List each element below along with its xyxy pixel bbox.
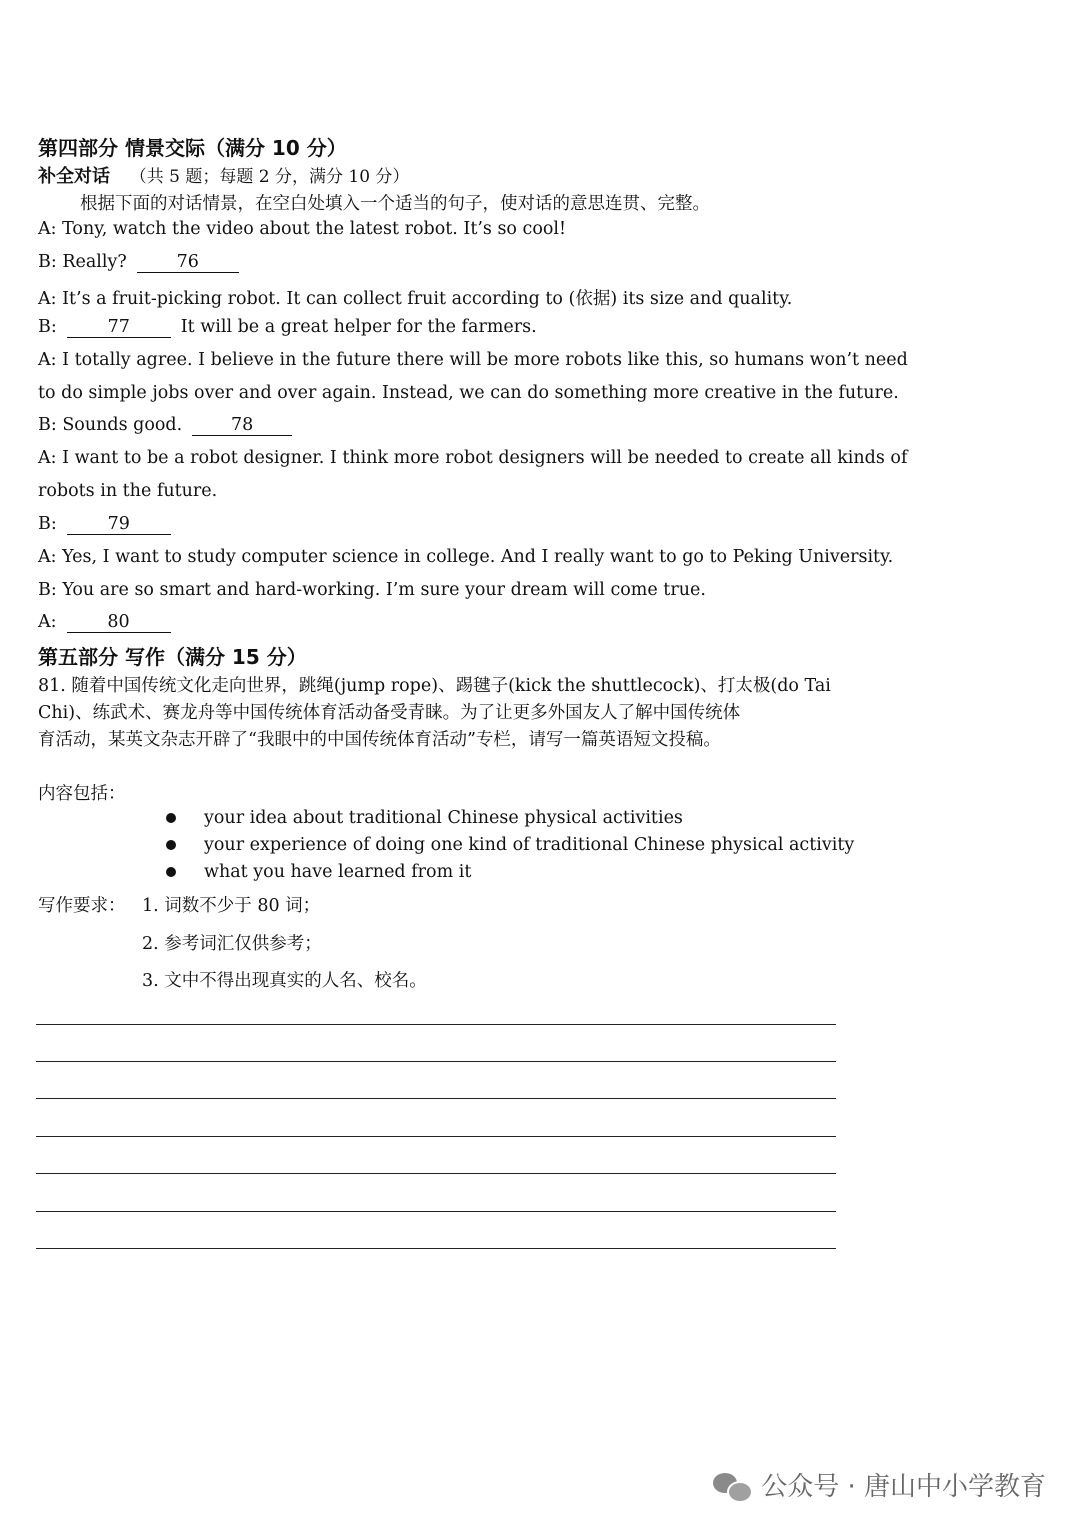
requirement-item: 3. 文中不得出现真实的人名、校名。 <box>142 971 427 991</box>
dialogue-line: A: Tony, watch the video about the latest robot. It’s so cool! <box>38 219 567 239</box>
answer-blank-80[interactable]: 80 <box>67 612 171 633</box>
content-point: your experience of doing one kind of traditional Chinese physical activity <box>204 835 855 855</box>
dialogue-line: A: Yes, I want to study computer science in college. And I really want to go to Peking University. <box>38 547 894 567</box>
dialogue-line <box>38 514 171 535</box>
writing-line[interactable] <box>36 1136 836 1137</box>
dialogue-line <box>38 317 537 338</box>
dialogue-line: robots in the future. <box>38 481 218 501</box>
answer-blank-78[interactable]: 78 <box>192 415 292 436</box>
content-point: your idea about traditional Chinese physical activities <box>204 808 683 828</box>
dialogue-prefix: B: Really? <box>38 252 127 272</box>
dialogue-prefix: B: Sounds good. <box>38 415 183 435</box>
dialogue-line <box>38 415 292 436</box>
watermark-text: 公众号 · 唐山中小学教育 <box>761 1472 1046 1502</box>
wechat-icon <box>713 1469 751 1501</box>
writing-line[interactable] <box>36 1024 836 1025</box>
writing-line[interactable] <box>36 1211 836 1212</box>
section4-instruction: 根据下面的对话情景，在空白处填入一个适当的句子，使对话的意思连贯、完整。 <box>80 194 710 214</box>
dialogue-prefix: B: <box>38 317 57 337</box>
dialogue-line <box>38 612 171 633</box>
writing-prompt-line: 81. 随着中国传统文化走向世界，跳绳(jump rope)、踢毽子(kick the shuttlecock)、打太极(do Tai <box>38 676 831 696</box>
section5-title: 第五部分 写作（满分 15 分） <box>38 645 307 669</box>
dialogue-suffix: It will be a great helper for the farmers. <box>180 317 537 337</box>
dialogue-line: B: You are so smart and hard-working. I’m sure your dream will come true. <box>38 580 706 600</box>
dialogue-prefix: A: <box>38 612 57 632</box>
dialogue-line: A: I totally agree. I believe in the future there will be more robots like this, so humans won’t need <box>38 350 908 370</box>
writing-prompt-line: 育活动，某英文杂志开辟了“我眼中的中国传统体育活动”专栏，请写一篇英语短文投稿。 <box>38 730 721 750</box>
dialogue-line: to do simple jobs over and over again. Instead, we can do something more creative in the future. <box>38 383 899 403</box>
bullet-icon <box>166 813 176 823</box>
content-point: what you have learned from it <box>204 862 472 882</box>
section4-subtitle: 补全对话 <box>38 166 110 187</box>
requirements-label: 写作要求： <box>38 896 126 916</box>
answer-blank-77[interactable]: 77 <box>67 317 171 338</box>
dialogue-line <box>38 252 239 273</box>
writing-line[interactable] <box>36 1248 836 1249</box>
requirement-item: 2. 参考词汇仅供参考； <box>142 934 322 954</box>
content-label: 内容包括： <box>38 784 126 804</box>
requirement-item: 1. 词数不少于 80 词； <box>142 896 321 916</box>
bullet-icon <box>166 840 176 850</box>
answer-blank-79[interactable]: 79 <box>67 514 171 535</box>
section4-subtitle-row <box>38 162 409 188</box>
dialogue-prefix: B: <box>38 514 57 534</box>
section4-subtitle-note: （共 5 题；每题 2 分，满分 10 分） <box>129 167 410 187</box>
dialogue-line: A: It’s a fruit-picking robot. It can collect fruit according to (依据) its size and quality. <box>38 289 793 309</box>
writing-prompt-line: Chi)、练武术、赛龙舟等中国传统体育活动备受青睐。为了让更多外国友人了解中国传统体 <box>38 703 741 723</box>
writing-line[interactable] <box>36 1173 836 1174</box>
section4-title: 第四部分 情景交际（满分 10 分） <box>38 136 347 160</box>
dialogue-line: A: I want to be a robot designer. I think more robot designers will be needed to create all kinds of <box>38 448 908 468</box>
answer-blank-76[interactable]: 76 <box>137 252 239 273</box>
bullet-icon <box>166 867 176 877</box>
writing-line[interactable] <box>36 1098 836 1099</box>
watermark <box>713 1466 1046 1503</box>
writing-line[interactable] <box>36 1061 836 1062</box>
